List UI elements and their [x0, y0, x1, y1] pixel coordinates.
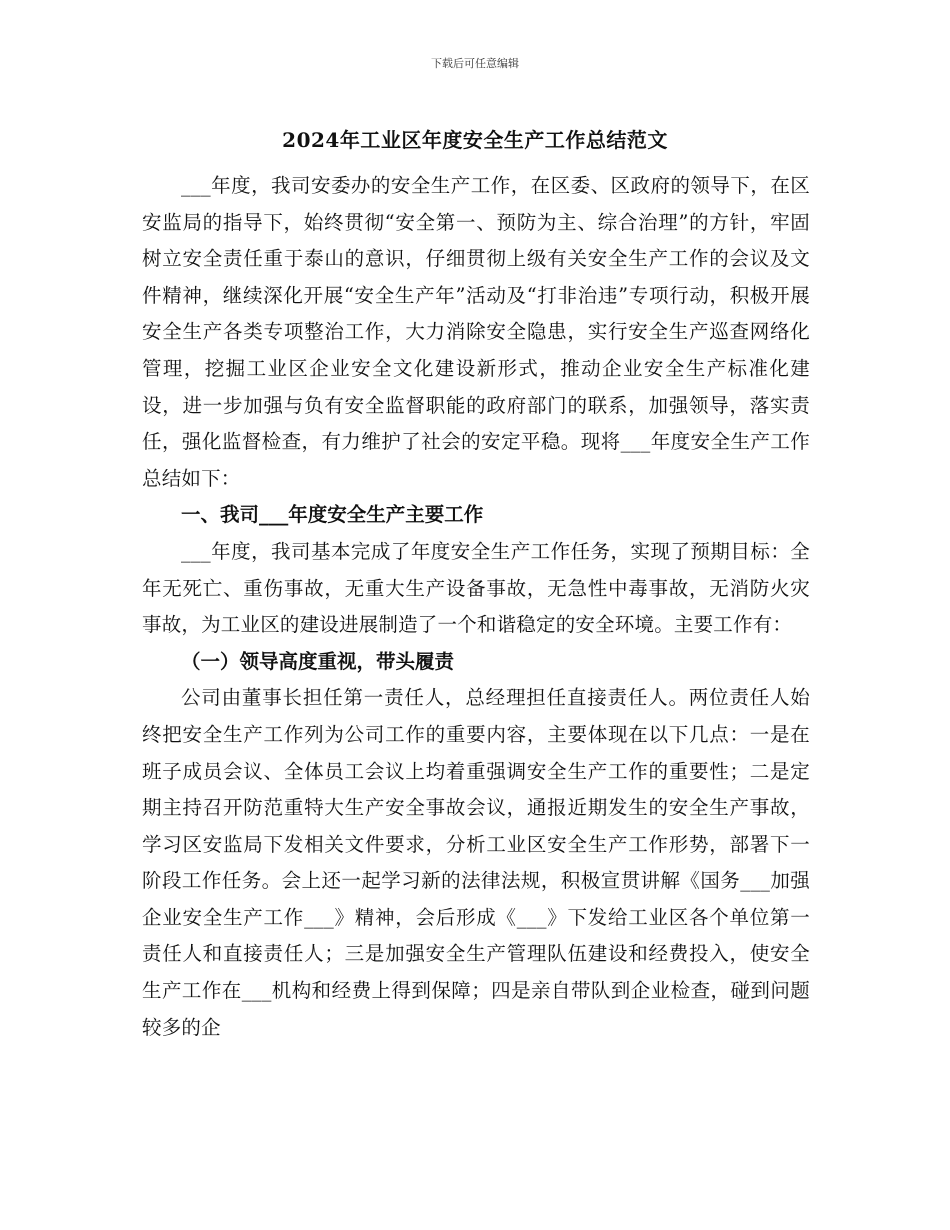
- subsection-1-heading: （一）领导高度重视，带头履责: [181, 649, 455, 673]
- document-body: [142, 168, 810, 1046]
- intro-paragraph: ___年度，我司安委办的安全生产工作，在区委、区政府的领导下，在区安监局的指导下，始终贯彻“安全第一、预防为主、综合治理”的方针，牢固树立安全责任重于泰山的意识，仔细贯彻上级有关安全生产工作的会议及文件精神，继续深化开展“安全生产年”活动及“打非治违”专项行动，积极开展安全生产各类专项整治工作，大力消除安全隐患，实行安全生产巡查网络化管理，挖掘工业区企业安全文化建设新形式，推动企业安全生产标准化建设，进一步加强与负有安全监督职能的政府部门的联系，加强领导，落实责任，强化监督检查，有力维护了社会的安定平稳。现将___年度安全生产工作总结如下：: [142, 174, 810, 490]
- section-1-heading: 一、我司___年度安全生产主要工作: [181, 503, 484, 527]
- subsection-1-paragraph: 公司由董事长担任第一责任人，总经理担任直接责任人。两位责任人始终把安全生产工作列为公司工作的重要内容，主要体现在以下几点：一是在班子成员会议、全体员工会议上均着重强调安全生产工作的重要性；二是定期主持召开防范重特大生产安全事故会议，通报近期发生的安全生产事故，学习区安监局下发相关文件要求，分析工业区安全生产工作形势，部署下一阶段工作任务。会上还一起学习新的法律法规，积极宣贯讲解《国务___加强企业安全生产工作___》精神，会后形成《___》下发给工业区各个单位第一责任人和直接责任人；三是加强安全生产管理队伍建设和经费投入，使安全生产工作在___机构和经费上得到保障；四是亲自带队到企业检查，碰到问题较多的企: [142, 686, 810, 1039]
- document-title: 2024年工业区年度安全生产工作总结范文: [282, 128, 668, 152]
- section-1-paragraph: ___年度，我司基本完成了年度安全生产工作任务，实现了预期目标：全年无死亡、重伤事故，无重大生产设备事故，无急性中毒事故，无消防火灾事故，为工业区的建设进展制造了一个和谐稳定的安全环境。主要工作有：: [142, 539, 810, 637]
- header-note: 下载后可任意编辑: [431, 57, 519, 70]
